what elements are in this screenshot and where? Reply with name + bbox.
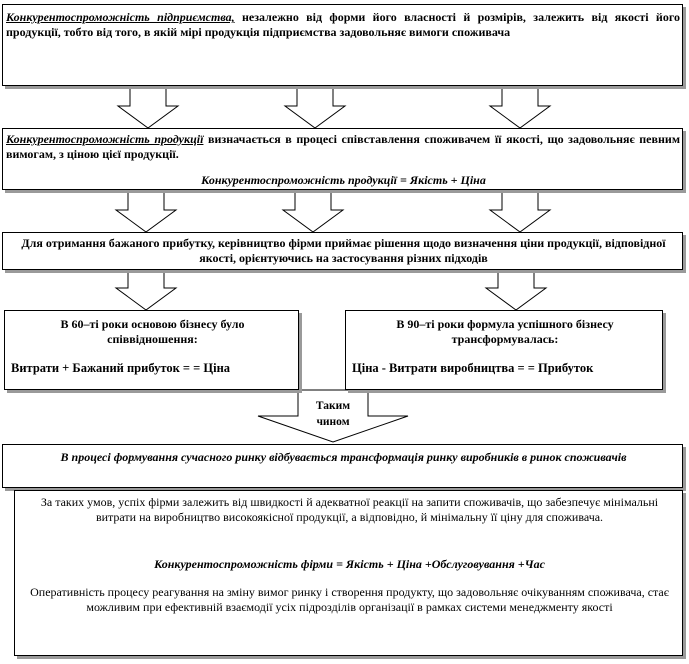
sixties-business-formula: Витрати + Бажаний прибуток = = Ціна: [11, 361, 231, 375]
firm-success-box: [14, 490, 683, 656]
down-arrow-5: [283, 190, 343, 232]
down-arrow-1: [118, 86, 178, 128]
down-arrow-7: [116, 270, 176, 310]
firm-competitiveness-formula: Конкурентоспроможність фірми = Якість + Ціна +Обслуговування +Час: [154, 557, 545, 571]
sixties-business-box: [4, 310, 299, 390]
down-arrow-8: [486, 270, 546, 310]
nineties-business-formula: Ціна - Витрати виробництва = = Прибуток: [352, 361, 594, 375]
down-arrow-6: [490, 190, 550, 232]
firm-success-paragraph: За таких умов, успіх фірми залежить від швидкості й адекватної реакції на запити споживачів, що забезпечує мінімальні витрати на виробництво високоякісної продукції, а відповідно, й мінімальну її ціну для споживача.: [40, 495, 659, 524]
enterprise-competitiveness-text: [6, 10, 680, 40]
enterprise-competitiveness-lead: Конкурентоспроможність підприємства,: [6, 10, 235, 24]
down-arrow-3: [490, 86, 550, 128]
enterprise-competitiveness-rest: незалежно від форми його власності й розмірів, залежить від якості його продукції, тобто від того, в якій мірі продукція підприємства задовольняє вимоги споживача: [6, 10, 680, 39]
arrow-label: Таким чином: [315, 400, 351, 428]
pricing-decision-text: Для отримання бажаного прибутку, керівництво фірми приймає рішення щодо визначення ціни продукції, відповідної якості, орієнтуючись на застосування різних підходів: [21, 236, 666, 265]
market-transformation-box: [2, 444, 683, 488]
market-transformation-text: В процесі формування сучасного ринку відбувається трансформація ринку виробників в ринок споживачів: [60, 450, 627, 464]
quality-management-paragraph: Оперативність процесу реагування на зміну вимог ринку і створення продукту, що задовольняє очікуванням споживача, стає можливим при ефективній взаємодії усіх підрозділів організації в рамках системи менеджменту якості: [30, 585, 669, 614]
pricing-decision-box: [2, 232, 683, 270]
product-competitiveness-box: [2, 128, 683, 190]
nineties-business-box: [345, 310, 663, 390]
product-competitiveness-text: [6, 132, 680, 162]
product-competitiveness-formula: Конкурентоспроможність продукції = Якість + Ціна: [201, 173, 486, 187]
down-arrow-2: [285, 86, 345, 128]
product-competitiveness-lead: Конкурентоспроможність продукції: [6, 132, 204, 146]
nineties-business-text: В 90–ті роки формула успішного бізнесу трансформувалась:: [396, 317, 614, 346]
down-arrow-4: [116, 190, 176, 232]
sixties-business-text: В 60–ті роки основою бізнесу було співвідношення:: [60, 317, 245, 346]
enterprise-competitiveness-box: [2, 4, 683, 86]
product-competitiveness-rest: визначається в процесі співставлення споживачем її якості, що задовольняє певним вимогам, з ціною цієї продукції.: [6, 132, 680, 161]
